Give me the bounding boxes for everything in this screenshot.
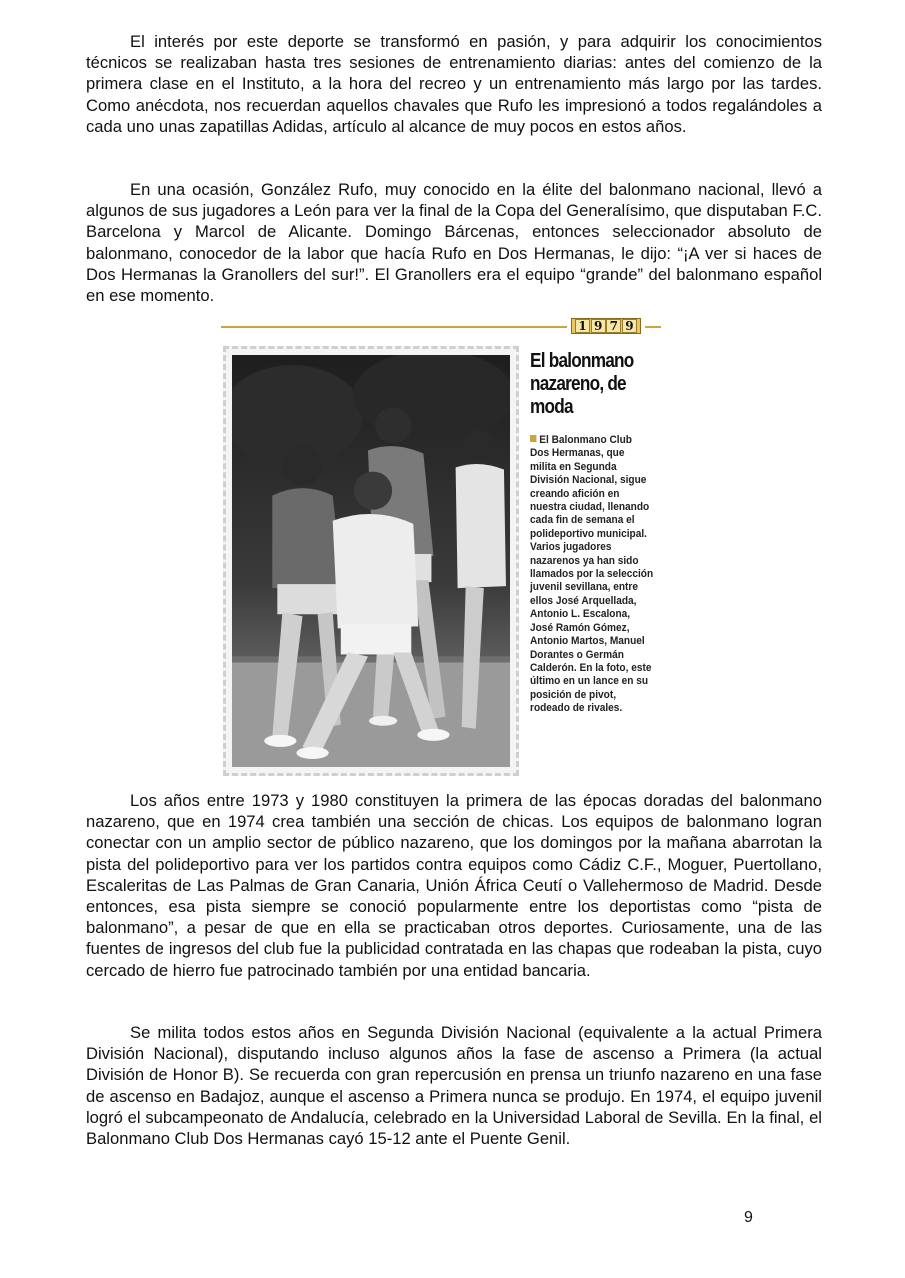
clipping-caption xyxy=(530,434,653,716)
newspaper-clipping xyxy=(213,310,669,786)
year-badge xyxy=(571,318,641,334)
clipping-headline: El balonmano nazareno, de moda xyxy=(530,350,634,418)
year-digit: 9 xyxy=(591,319,606,333)
year-digit: 1 xyxy=(575,319,590,333)
paragraph-2: En una ocasión, González Rufo, muy conocido en la élite del balonmano nacional, llevó a algunos de sus jugadores a León para ver la final de la Copa del Generalísimo, que disputaban F.C. Barcelona y Marcol de Alicante. Domingo Bárcenas, entonces seleccionador absoluto de balonmano, conocedor de la labor que hacía Rufo en Dos Hermanas, le dijo: “¡A ver si haces de Dos Hermanas la Granollers del sur!”. El Granollers era el equipo “grande” del balonmano español en ese momento. xyxy=(86,180,822,306)
paragraph-4: Se milita todos estos años en Segunda División Nacional (equivalente a la actual Primera División Nacional), disputando incluso algunos años la fase de ascenso a Primera (la actual División de Honor B). Se recuerda con gran repercusión en prensa un triunfo nazareno en una fase de ascenso en Badajoz, aunque el ascenso a Primera nunca se produjo. En 1974, el equipo juvenil logró el subcampeonato de Andalucía, celebrado en la Universidad Laboral de Sevilla. En la final, el Balonmano Club Dos Hermanas cayó 15-12 ante el Puente Genil. xyxy=(86,1023,822,1149)
clipping-caption-text: El Balonmano Club Dos Hermanas, que milita en Segunda División Nacional, sigue creando afición en nuestra ciudad, llenando cada fin de semana el polideportivo municipal. Varios jugadores nazarenos ya han sido llamados por la selección juvenil sevillana, entre ellos José Arquellada, Antonio L. Escalona, José Ramón Gómez, Antonio Martos, Manuel Dorantes o Germán Calderón. En la foto, este último en un lance en su posición de pivot, rodeado de rivales. xyxy=(530,434,654,715)
year-digit: 7 xyxy=(606,319,621,333)
year-banner xyxy=(213,318,669,336)
square-bullet-icon xyxy=(530,435,536,442)
paragraph-1: El interés por este deporte se transformó en pasión, y para adquirir los conocimientos técnicos se realizaban hasta tres sesiones de entrenamiento diarias: antes del comienzo de la primera clase en el Instituto, a la hora del recreo y un entrenamiento más largo por las tardes. Como anécdota, nos recuerdan aquellos chavales que Rufo les impresionó a todos regalándoles a cada uno unas zapatillas Adidas, artículo al alcance de muy pocos en estos años. xyxy=(86,32,822,136)
handball-players-image xyxy=(232,355,510,767)
page-number: 9 xyxy=(744,1209,753,1226)
handball-photo xyxy=(223,346,519,776)
paragraph-3: Los años entre 1973 y 1980 constituyen la primera de las épocas doradas del balonmano nazareno, que en 1974 crea también una sección de chicas. Los equipos de balonmano logran conectar con un amplio sector de público nazareno, que los domingos por la mañana abarrotan la pista del polideportivo para ver los partidos contra equipos como Cádiz C.F., Moguer, Puertollano, Escaleritas de Las Palmas de Gran Canaria, Unión África Ceutí o Vallehermoso de Madrid. Desde entonces, esa pista siempre se conoció popularmente entre los deportistas como “pista de balonmano”, a pesar de que en ella se practicaban otros deportes. Curiosamente, una de las fuentes de ingresos del club fue la publicidad contratada en las chapas que rodeaban la pista, cuyo cercado de hierro fue patrocinado también por una entidad bancaria. xyxy=(86,791,822,980)
year-digit: 9 xyxy=(622,319,637,333)
